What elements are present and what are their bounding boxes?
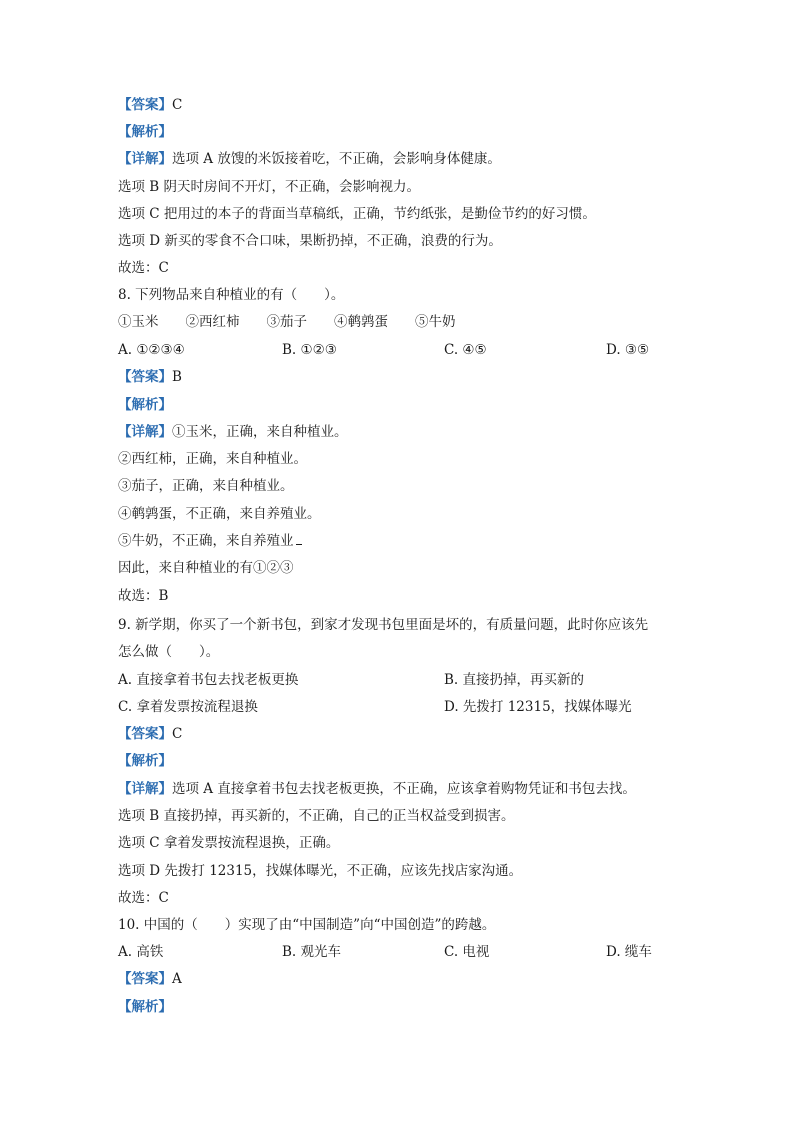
q10-option-b: B. 观光车 <box>282 944 342 960</box>
q8-detail-line-4: ④鹌鹑蛋，不正确，来自养殖业。 <box>118 506 321 522</box>
q8-detail-line-5 <box>118 532 302 550</box>
q8-detail-line-6: 因此，来自种植业的有①②③ <box>118 560 294 576</box>
detail-text: 选项 A 放馊的米饭接着吃，不正确，会影响身体健康。 <box>172 151 501 167</box>
answer-value: C <box>172 97 183 113</box>
q8-detail-line-2: ②西红柿，正确，来自种植业。 <box>118 451 307 467</box>
answer-value: C <box>172 726 183 742</box>
q7-answer-line <box>118 96 182 114</box>
q10-option-d: D. 缆车 <box>606 944 652 960</box>
answer-tag: 【答案】 <box>118 369 172 385</box>
q9-option-d: D. 先拨打 12315，找媒体曝光 <box>444 699 632 715</box>
q9-answer-line <box>118 725 182 743</box>
detail-text: ①玉米，正确，来自种植业。 <box>172 424 348 440</box>
analysis-tag: 【解析】 <box>118 999 172 1015</box>
q8-option-d: D. ③⑤ <box>606 342 650 358</box>
detail-tag: 【详解】 <box>118 151 172 167</box>
analysis-tag: 【解析】 <box>118 753 172 769</box>
q9-detail-line-4: 选项 D 先拨打 12315，找媒体曝光，不正确，应该先找店家沟通。 <box>118 863 523 879</box>
q8-detail-line-1 <box>118 423 348 441</box>
analysis-tag: 【解析】 <box>118 124 172 140</box>
q8-answer-line <box>118 368 182 386</box>
q10-option-a: A. 高铁 <box>118 944 164 960</box>
detail-tag: 【详解】 <box>118 424 172 440</box>
q9-option-a: A. 直接拿着书包去找老板更换 <box>118 672 299 688</box>
underline-mark <box>296 534 302 545</box>
answer-tag: 【答案】 <box>118 97 172 113</box>
analysis-tag: 【解析】 <box>118 397 172 413</box>
q8-analysis-tag <box>118 396 172 414</box>
answer-tag: 【答案】 <box>118 971 172 987</box>
q8-option-b: B. ①②③ <box>282 342 337 358</box>
q7-detail-line-3: 选项 C 把用过的本子的背面当草稿纸，正确，节约纸张，是勤俭节约的好习惯。 <box>118 206 596 222</box>
q10-question: 10. 中国的（ ）实现了由“中国制造”向“中国创造”的跨越。 <box>118 917 496 933</box>
q8-conclusion: 故选：B <box>118 588 169 604</box>
answer-tag: 【答案】 <box>118 726 172 742</box>
q9-question-line-2: 怎么做（ ）。 <box>118 644 220 660</box>
detail-text: ⑤牛奶，不正确，来自养殖业 <box>118 533 294 549</box>
answer-value: B <box>172 369 182 385</box>
detail-text: 选项 A 直接拿着书包去找老板更换，不正确，应该拿着购物凭证和书包去找。 <box>172 781 636 797</box>
q7-detail-line-1 <box>118 150 501 168</box>
answer-value: A <box>172 971 182 987</box>
q8-option-a: A. ①②③④ <box>118 342 185 358</box>
detail-tag: 【详解】 <box>118 781 172 797</box>
q10-option-c: C. 电视 <box>444 944 490 960</box>
q8-option-c: C. ④⑤ <box>444 342 487 358</box>
q8-detail-line-3: ③茄子，正确，来自种植业。 <box>118 478 294 494</box>
q9-conclusion: 故选：C <box>118 890 169 906</box>
q7-detail-line-2: 选项 B 阴天时房间不开灯，不正确，会影响视力。 <box>118 179 421 195</box>
q7-conclusion: 故选：C <box>118 260 169 276</box>
q9-option-c: C. 拿着发票按流程退换 <box>118 699 258 715</box>
q9-detail-line-2: 选项 B 直接扔掉，再买新的，不正确，自己的正当权益受到损害。 <box>118 808 515 824</box>
q7-detail-line-4: 选项 D 新买的零食不合口味，果断扔掉，不正确，浪费的行为。 <box>118 233 502 249</box>
q7-analysis-tag <box>118 123 172 141</box>
q9-detail-line-3: 选项 C 拿着发票按流程退换，正确。 <box>118 835 340 851</box>
q9-detail-line-1 <box>118 780 636 798</box>
q9-question-line-1: 9. 新学期，你买了一个新书包，到家才发现书包里面是坏的，有质量问题，此时你应该先 <box>118 617 649 633</box>
q9-option-b: B. 直接扔掉，再买新的 <box>444 672 585 688</box>
q8-items: ①玉米 ②西红柿 ③茄子 ④鹌鹑蛋 ⑤牛奶 <box>118 314 456 330</box>
q8-question: 8. 下列物品来自种植业的有（ ）。 <box>118 287 345 303</box>
q10-analysis-tag <box>118 998 172 1016</box>
q9-analysis-tag <box>118 752 172 770</box>
q10-answer-line <box>118 970 182 988</box>
